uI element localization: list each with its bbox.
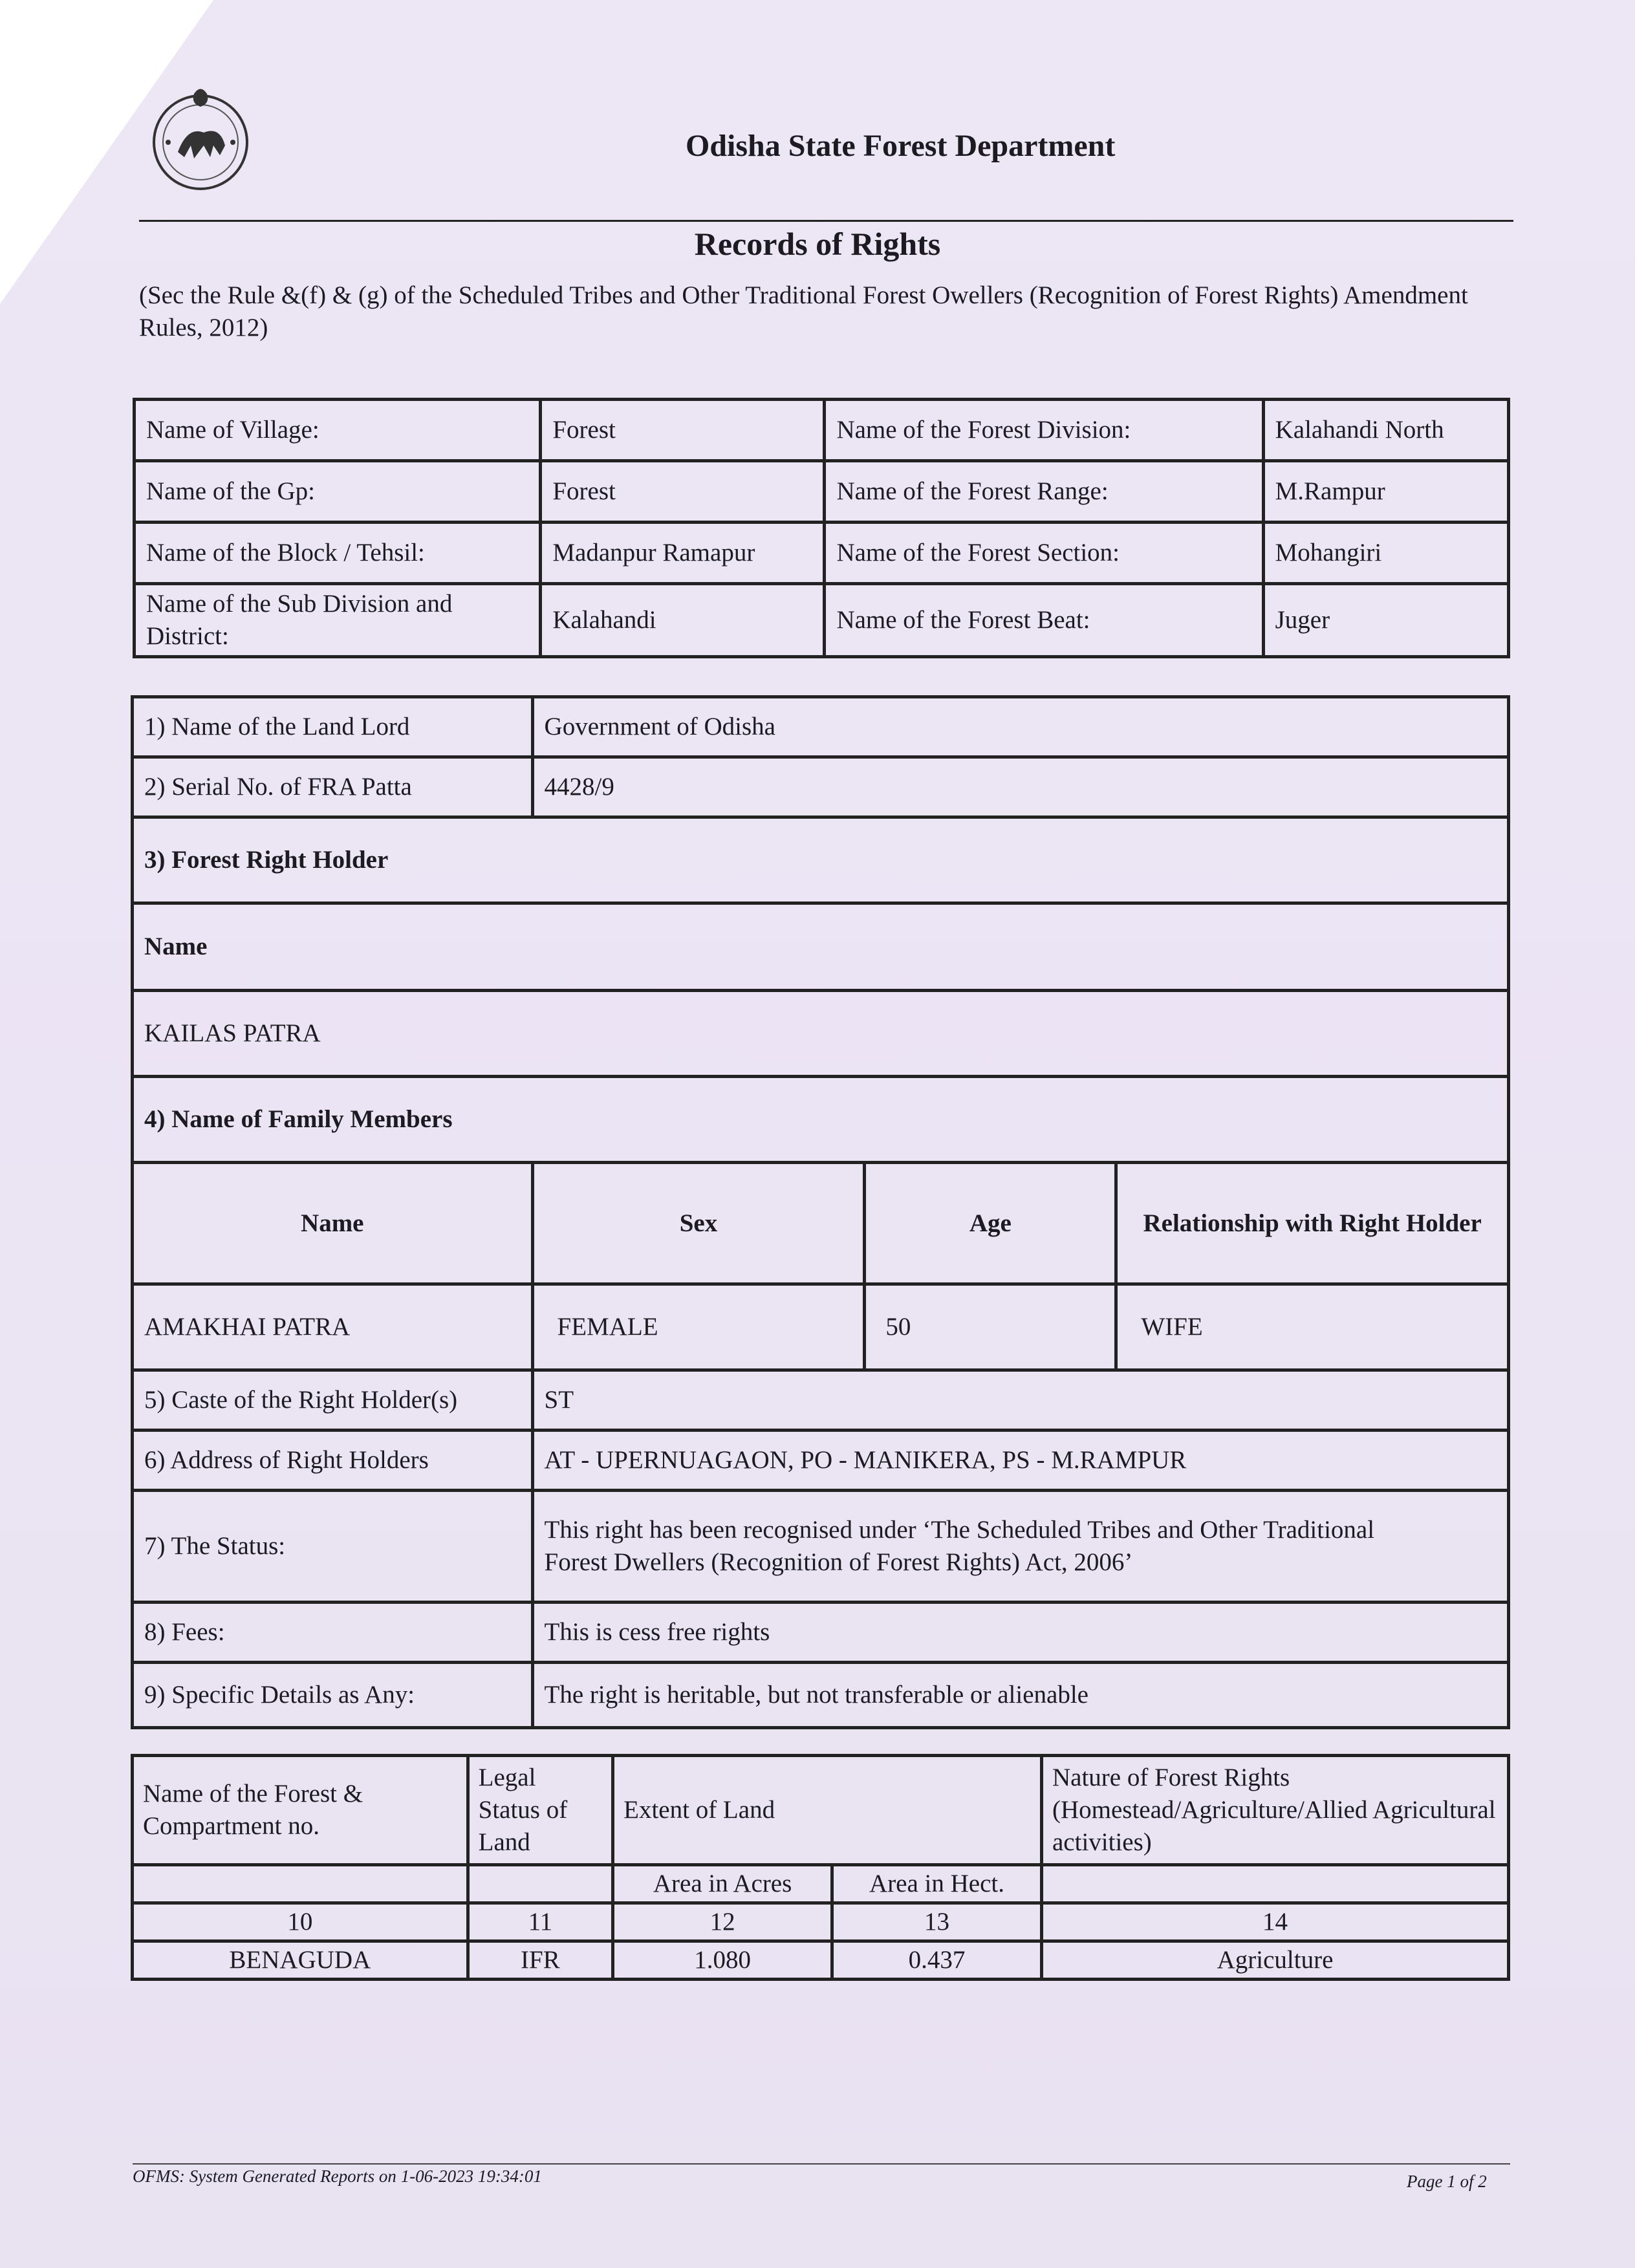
table-row (133, 697, 1509, 757)
range-label: Name of the Forest Range: (825, 461, 1263, 523)
division-label: Name of the Forest Division: (825, 400, 1263, 461)
village-label: Name of Village: (135, 400, 541, 461)
block-value: Madanpur Ramapur (541, 523, 825, 584)
section-label: Name of the Forest Section: (825, 523, 1263, 584)
header-rule (139, 220, 1513, 222)
table-row (133, 1163, 1509, 1284)
landlord-value: Government of Odisha (532, 697, 1508, 757)
address-label: 6) Address of Right Holders (133, 1431, 533, 1491)
status-label: 7) The Status: (133, 1491, 533, 1603)
table-row (133, 1603, 1509, 1663)
village-value: Forest (541, 400, 825, 461)
family-member-sex: FEMALE (532, 1284, 865, 1370)
department-name: Odisha State Forest Department (686, 129, 1116, 163)
family-member-name: AMAKHAI PATRA (133, 1284, 533, 1370)
family-col-sex: Sex (532, 1163, 865, 1284)
holder-heading: 3) Forest Right Holder (133, 817, 1509, 903)
table-row (133, 1284, 1509, 1370)
col-number-11: 11 (468, 1903, 613, 1941)
gp-label: Name of the Gp: (135, 461, 541, 523)
table-row (133, 1431, 1509, 1491)
col-acres: Area in Acres (613, 1865, 832, 1903)
table-row (133, 817, 1509, 903)
col-number-10: 10 (133, 1903, 468, 1941)
table-row (133, 1865, 1509, 1903)
family-col-relation: Relationship with Right Holder (1116, 1163, 1509, 1284)
family-col-age: Age (865, 1163, 1116, 1284)
specific-value: The right is heritable, but not transferable or alienable (532, 1663, 1508, 1728)
land-legal: IFR (468, 1941, 613, 1980)
col-number-13: 13 (832, 1903, 1042, 1941)
fees-label: 8) Fees: (133, 1603, 533, 1663)
col-nature: Nature of Forest Rights (Homestead/Agriculture/Allied Agricultural activities) (1042, 1756, 1509, 1865)
fees-value: This is cess free rights (532, 1603, 1508, 1663)
specific-label: 9) Specific Details as Any: (133, 1663, 533, 1728)
beat-value: Juger (1263, 584, 1508, 657)
col-number-12: 12 (613, 1903, 832, 1941)
document-subtitle: (Sec the Rule &(f) & (g) of the Scheduled Tribes and Other Traditional Forest Owellers (Recognition of Forest Rights) Amendment Rules, 2012) (139, 281, 1468, 341)
generated-note: OFMS: System Generated Reports on 1-06-2023 19:34:01 (133, 2166, 542, 2186)
table-row (135, 461, 1509, 523)
table-row (133, 757, 1509, 817)
caste-label: 5) Caste of the Right Holder(s) (133, 1370, 533, 1431)
family-member-relation: WIFE (1116, 1284, 1509, 1370)
col-forest: Name of the Forest & Compartment no. (133, 1756, 468, 1865)
table-row (133, 1903, 1509, 1941)
footer-rule (133, 2163, 1510, 2165)
table-row (133, 1663, 1509, 1728)
document-title: Records of Rights (694, 226, 941, 262)
land-forest: BENAGUDA (133, 1941, 468, 1980)
subdivision-value: Kalahandi (541, 584, 825, 657)
address-value: AT - UPERNUAGAON, PO - MANIKERA, PS - M.RAMPUR (532, 1431, 1508, 1491)
family-col-name: Name (133, 1163, 533, 1284)
col-number-14: 14 (1042, 1903, 1509, 1941)
table-row (133, 1491, 1509, 1603)
table-row (133, 991, 1509, 1077)
col-hect: Area in Hect. (832, 1865, 1042, 1903)
family-heading: 4) Name of Family Members (133, 1077, 1509, 1163)
table-row (135, 523, 1509, 584)
land-nature: Agriculture (1042, 1941, 1509, 1980)
status-value (532, 1491, 1508, 1603)
caste-value: ST (532, 1370, 1508, 1431)
range-value: M.Rampur (1263, 461, 1508, 523)
table-row (133, 1756, 1509, 1865)
status-line-1: This right has been recognised under ‘The Scheduled Tribes and Other Traditional (544, 1516, 1375, 1544)
land-acres: 1.080 (613, 1941, 832, 1980)
table-row (133, 1077, 1509, 1163)
gp-value: Forest (541, 461, 825, 523)
division-value: Kalahandi North (1263, 400, 1508, 461)
location-table (133, 398, 1510, 658)
status-line-2: Forest Dwellers (Recognition of Forest Rights) Act, 2006’ (544, 1548, 1133, 1576)
subdivision-label: Name of the Sub Division and District: (135, 584, 541, 657)
name-heading: Name (133, 903, 1509, 991)
table-row (133, 1370, 1509, 1431)
family-member-age: 50 (865, 1284, 1116, 1370)
col-legal: Legal Status of Land (468, 1756, 613, 1865)
table-row (135, 400, 1509, 461)
land-hect: 0.437 (832, 1941, 1042, 1980)
section-value: Mohangiri (1263, 523, 1508, 584)
table-row (133, 1941, 1509, 1980)
page-number: Page 1 of 2 (1407, 2172, 1487, 2191)
col-extent: Extent of Land (613, 1756, 1042, 1865)
land-table (131, 1754, 1510, 1981)
odisha-emblem-icon (149, 81, 252, 197)
table-row (135, 584, 1509, 657)
serial-label: 2) Serial No. of FRA Patta (133, 757, 533, 817)
block-label: Name of the Block / Tehsil: (135, 523, 541, 584)
landlord-label: 1) Name of the Land Lord (133, 697, 533, 757)
rights-details-table (131, 695, 1510, 1729)
serial-value: 4428/9 (532, 757, 1508, 817)
beat-label: Name of the Forest Beat: (825, 584, 1263, 657)
holder-name: KAILAS PATRA (133, 991, 1509, 1077)
table-row (133, 903, 1509, 991)
